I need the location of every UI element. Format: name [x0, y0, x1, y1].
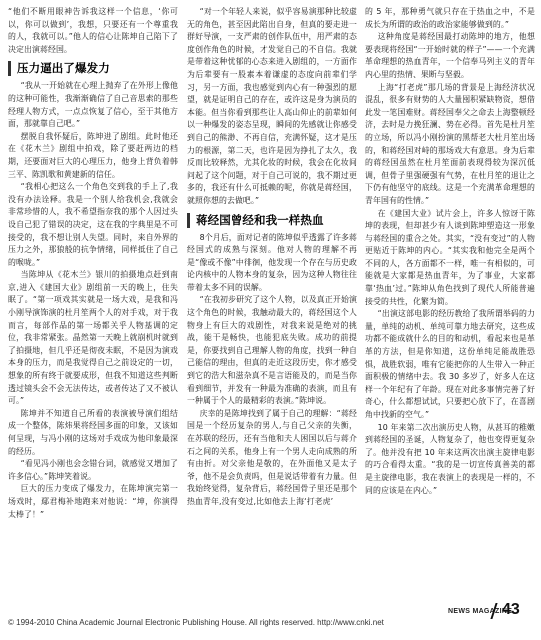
article-paragraph: “我相心把这么一个角色交到我的手上了,我没有办法诠释。我是一个别人给我机会,我就会非常珍惜的人，我不希望指奈我的那个人因过头设自己犯了错误的决定，这在我的字典里是不可接受的，我不想让别人失望。同时，来自外界的压力之外，那狼般的抗争情绪，同样抵住了自己的喉咙。” [8, 182, 178, 267]
article-paragraph: 8个月后，面对记者的陈坤似乎透露了许多蒋经国式的成熟与深刻。他对人物的理解不再是“像或不像”中徘徊，他发现一个存在与历史政论内核中的人物本身的复杂，因为这种人物往往带着太多不同的误解。 [187, 232, 357, 292]
article-paragraph: “在我初步研究了这个人物，以及真正开始演这个角色的时候，我触动最大的，蒋经国这个人物身上有巨大的戏剧性，对我来说是绝对的挑战，能干是畅快，也能犯底失败。成功的前提是，你要找到自己理解人物的角度，找到一种自己能信的理由，但真的走近这段历史，你才感受到它的浩大和滋杂真不是言语能及的，而是当你看到细节，并发有一种最为准确的表演，而且有一种属于个人的最精彩的表演。”陈坤说。 [187, 295, 357, 406]
article-paragraph: 10 年来第二次出演历史人物，从甚耳的稚嫩到蒋经国的圣诞，人物复杂了，他也变得更复杂了。他并没有把 10 年来这两次出演主旋律电影的巧合看得太重。“我的是一切宣传真善美的都是主旋律电影，我在表演上的表现是一样的，不同的应该是在内心。” [365, 422, 535, 495]
article-paragraph: 摆脱自我怀疑后，陈坤进了剧组。此时他还在《花木兰》剧组中拍戏，除了要赶两边的档期，还要面对巨大的心理压力，他身上背负着韩三平、陈凯歌和黄建新的信任。 [8, 131, 178, 179]
article-paragraph: “出演这部电影的经历教给了我所谓举码的力量，单纯的动机、单纯可靠力地去研究，这些成功都不能成就什么的目的和动机，看起来也是革革的方法，但是你知道，这份单纯足能战胜恐惧，战胜软弱，唯有它能把你的人生带入一种正面积极的情绪中去。我 30 多岁了，好多人在这样一个年纪有了年龄。现在对此多事情完善了好奇心，什么都想试试，只要把心放下了，在喜剧角中找新的空气。” [365, 309, 535, 419]
section-heading: 压力逼出了爆发力 [8, 61, 178, 76]
magazine-brand: NEWS MAGAZINE [448, 608, 513, 615]
article-paragraph: 这种角度是蒋经国最打动陈坤的地方，他想要表现将经国“一开始时就的样子”——一个充满革命理想的热血青年，一个信奉马列主义的青年内心里的热情、果断与坚毅。 [365, 32, 535, 79]
article-paragraph: 当陈坤从《花木兰》银川的拍摄地点赶到南京,进入《建国大业》剧组前一天的晚上，住失眠了。“第一项戏其实就是一场大戏，是我和冯小刚导演饰演的杜月笙两个人的对手戏，对于我而言，每部作品的第一场都关乎人物基调的定位，我非常紧张。晶然第一天晚上就崩机时就到了拍摄地，但几乎还是彻夜未眠，不是因为演戏本身的压力，而是我觉得自己之前设定的一切，想象的所有终于就要成形，但我不知道这些判断透过镜头会不会无法传达，或者传达了又不被认可。” [8, 270, 178, 406]
article-paragraph: “他们不断用眼神告诉我这样一个信息，‘你可以，你可以做到’，我想，只要还有一个尊重我的人，我就可以。”他人的信心让陈坤自己陷下了决定出演蒋经国。 [8, 7, 178, 54]
article-column-3 [365, 6, 535, 566]
article-paragraph: 庆幸的是陈坤找到了属于自己的理解：“蒋经国是一个经历复杂的男人,与自己父亲的失衡，在苏联的经历，还有当他和夫人困国以后与蒋介石之间的关系，他身上有一个男人走向成熟的所有由折。对父亲他是敬的，在外面他又是太子爷，他不是会负责吗，但是说话带着有力量。但我始终觉得，复杂背后，蒋经国骨子里还是那个热血青年,没有变过,比如他去上海‘打老虎’ [187, 408, 357, 506]
article-paragraph: 在《建国大业》试片会上，许多人惊讶于陈坤的表现，但却甚少有人谈到陈坤塑造这一形象与蒋经国的重合之处。其实，“没有变过”的人物更贴近于陈坤的内心。“其实我和他完全是两个不同的人，各方面都不一样，唯一有相似的，可能就是大家都是热血青年，为了事业，大家都靠‘热血’过。”陈坤从角色找到了现代人所能普遍接受的共性，化繁为简。 [365, 208, 535, 306]
article-paragraph: 巨大的压力变成了爆发力，在陈坤演完第一场戏时，鄢君梅补地跑来对他说：“坤，你演得太棒了！” [8, 484, 178, 519]
article-paragraph: 陈坤并不知道自己所看的表演被导演们组结成一个整体，陈炜果将经国多面的印象，又该如何呈现，与冯小刚的这场对手戏成为他印象最深的经历。 [8, 408, 178, 456]
article-paragraph: 上海“打老虎”那几场的背景是上海经济状况混乱，很多有财势的人大量囤积紧缺物资，想借此发一笔国难财。蒋经国奉父之命去上海整顿经济，去时是力挽狂澜、势在必得。首先是杜月笙的立场，所以冯小刚扮演的黑帮老大杜月笙出场的，和蒋经国对峙的那场戏大有意思。身为后辈的蒋经国虽然在杜月笙面前表现得较为深沉低调，但骨子里强硬强有气势，在杜月笙的退让之下仍有他坚守的底线。这是一个充满革命理想的青年国有的性情。” [365, 82, 535, 205]
section-heading: 蒋经国曾经和我一样热血 [187, 213, 357, 228]
article-column-2 [187, 6, 357, 604]
article-paragraph: 的 5 年，那种勇气就只存在于热血之中，不是成长为所谓的政治的政治家能够做到的。” [365, 7, 535, 29]
article-column-1 [8, 6, 178, 604]
copyright-footer: © 1994-2010 China Academic Journal Electronic Publishing House. All rights reserved. http://www.cnki.net [8, 618, 384, 627]
page-number: 43 [502, 601, 520, 618]
article-paragraph: “我从一开始就在心理上抛弃了在外形上像他的这种可能性，我渐渐确信了自己音思索的那些经理人物方式，一点点恢复了信心，至于其他方面，那就靠自己吧。” [8, 81, 178, 129]
article-paragraph: “看见冯小刚也会念错台词，就感觉又增加了许多信心。”陈坤笑着说。 [8, 459, 178, 481]
article-paragraph: “对一个年轻人来说，似乎容易演那种比较虚无的角色，甚至因此陷出自身，但真的要走进一群好导演，一支严肃的创作队伍中，用严肃的态度创作角色的时候，才发觉自己的不自信。我就是带着这种忧郁的心态来进入剧组的，一方面作为后辈要有一股素本着谦虚的态度向前辈们学习，另一方面，我也感觉到内心有一种强烈的愿望，就是证明自己的存在，或许这是身为演员的本能。但当你看到那些让人高山仰止的前辈如何以一种爆发的姿态呈现，瞬间的先感就让你感受到自己的熊渺、不再自信，充满怀疑，这才是压力的根源，第二天，也许是因为挣扎了太久，我反而比较释然，尤其化妆的时候，我会在化妆间问起了这个问题，对于自己可说的，我不期过更多的，我还有什么可抵赖的呢，你就是蒋经国，就照你想的去做吧。” [187, 7, 357, 205]
